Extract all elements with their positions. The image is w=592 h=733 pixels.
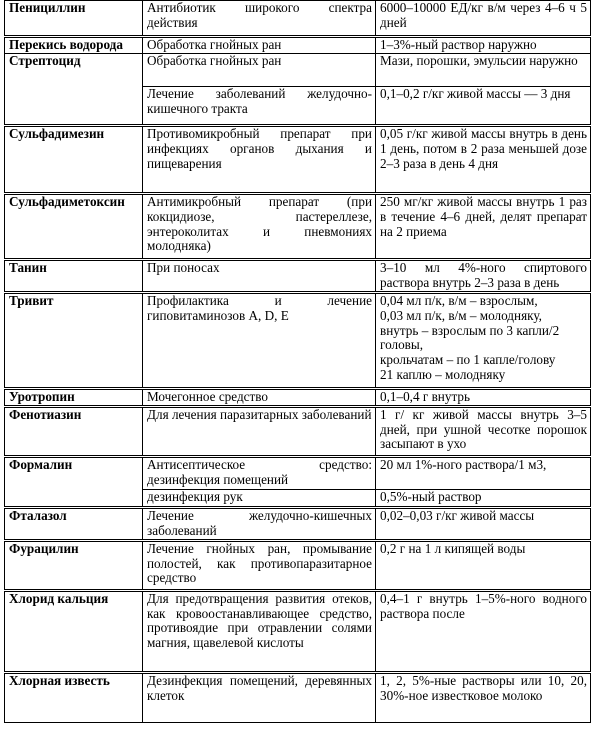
- drug-use: Для лечения паразитарных заболеваний: [143, 406, 376, 456]
- drug-use: Противомикробный препарат при инфекциях органов дыхания и пищеварения: [143, 126, 376, 194]
- table-row: [5, 672, 591, 722]
- dose-line: внутрь – взрослым по 3 капли/2 головы,: [380, 322, 560, 353]
- table-row: [5, 260, 591, 293]
- drug-name: Сульфадимезин: [5, 126, 143, 194]
- table-row: [5, 406, 591, 456]
- drug-name: Пенициллин: [5, 1, 143, 37]
- table-row: [5, 293, 591, 389]
- drug-use: Антимикробный препарат (при кокцидиозе, пастереллезе, энтероколитах и пневмониях молодняка): [143, 194, 376, 260]
- dose-line: крольчатам – по 1 капле/голову: [380, 352, 556, 368]
- drug-use: При поносах: [143, 260, 376, 293]
- document-page: [4, 0, 590, 723]
- drug-use: Антибиотик широкого спектра действия: [143, 1, 376, 37]
- dose-line: 21 каплю – молодняку: [380, 366, 506, 382]
- drug-dose: [376, 293, 591, 389]
- drug-name: Хлорная известь: [5, 672, 143, 722]
- drug-dose: 0,2 г на 1 л кипящей воды: [376, 540, 591, 590]
- drug-dose: 0,4–1 г внутрь 1–5%-ного водного раствора после: [376, 590, 591, 672]
- drug-name: Сульфадиметоксин: [5, 194, 143, 260]
- drug-use: Для предотвращения развития отеков, как кровоостанавливающее средство, противоядие при отравлении солями магния, щавелевой кислоты: [143, 590, 376, 672]
- drug-dose: 20 мл 1%-ного раствора/1 м3,: [376, 456, 591, 489]
- drug-dose: Мази, порошки, эмульсии наружно: [376, 54, 591, 87]
- drug-dose: 0,05 г/кг живой массы внутрь в день 1 день, потом в 2 раза меньшей дозе 2–3 раза в день 4 дня: [376, 126, 591, 194]
- drug-dose: 1, 2, 5%-ные растворы или 10, 20, 30%-ное известковое молоко: [376, 672, 591, 722]
- drug-use: Профилактика и лечение гиповитаминозов А, D, E: [143, 293, 376, 389]
- table-row: [5, 456, 591, 489]
- drug-use: Лечение желудочно-кишечных заболеваний: [143, 507, 376, 540]
- table-row: [5, 389, 591, 407]
- table-row: [5, 54, 591, 87]
- table-row: [5, 194, 591, 260]
- drug-name: Фенотиазин: [5, 406, 143, 456]
- drug-dose: 250 мг/кг живой массы внутрь 1 раз в течение 4–6 дней, делят препарат на 2 приема: [376, 194, 591, 260]
- drug-name: Стрептоцид: [5, 54, 143, 126]
- drug-dose: 0,1–0,4 г внутрь: [376, 389, 591, 407]
- table-row: [5, 590, 591, 672]
- drug-dose: 1 г/ кг живой массы внутрь 3–5 дней, при ушной чесотке порошок засыпают в ухо: [376, 406, 591, 456]
- table-row: [5, 37, 591, 54]
- dose-line: 0,03 мл п/к, в/м – молодняку,: [380, 307, 542, 323]
- drug-name: Тривит: [5, 293, 143, 389]
- table-row: [5, 540, 591, 590]
- drug-name: Перекись водорода: [5, 37, 143, 54]
- drug-use: Антисептическое средство: дезинфекция помещений: [143, 456, 376, 489]
- dose-line: 0,04 мл п/к, в/м – взрослым,: [380, 293, 538, 308]
- drug-use: Лечение заболеваний желудочно-кишечного тракта: [143, 87, 376, 126]
- drug-dose: 0,5%-ный раствор: [376, 489, 591, 507]
- drug-dose: 6000–10000 ЕД/кг в/м через 4–6 ч 5 дней: [376, 1, 591, 37]
- drug-dose: 0,02–0,03 г/кг живой массы: [376, 507, 591, 540]
- drug-name: Формалин: [5, 456, 143, 507]
- drug-use: Мочегонное средство: [143, 389, 376, 407]
- table-row: [5, 1, 591, 37]
- drug-name: Фурацилин: [5, 540, 143, 590]
- drug-dose: 0,1–0,2 г/кг живой массы –– 3 дня: [376, 87, 591, 126]
- drug-use: дезинфекция рук: [143, 489, 376, 507]
- drug-name: Уротропин: [5, 389, 143, 407]
- drug-name: Хлорид кальция: [5, 590, 143, 672]
- drug-use: Лечение гнойных ран, промывание полостей, как противопаразитарное средство: [143, 540, 376, 590]
- drug-name: Танин: [5, 260, 143, 293]
- drug-table: [4, 0, 591, 723]
- drug-use: Обработка гнойных ран: [143, 37, 376, 54]
- drug-dose: 1–3%-ный раствор наружно: [376, 37, 591, 54]
- drug-use: Обработка гнойных ран: [143, 54, 376, 87]
- table-row: [5, 507, 591, 540]
- drug-name: Фталазол: [5, 507, 143, 540]
- drug-use: Дезинфекция помещений, деревянных клеток: [143, 672, 376, 722]
- drug-dose: 3–10 мл 4%-ного спиртового раствора внутрь 2–3 раза в день: [376, 260, 591, 293]
- table-row: [5, 126, 591, 194]
